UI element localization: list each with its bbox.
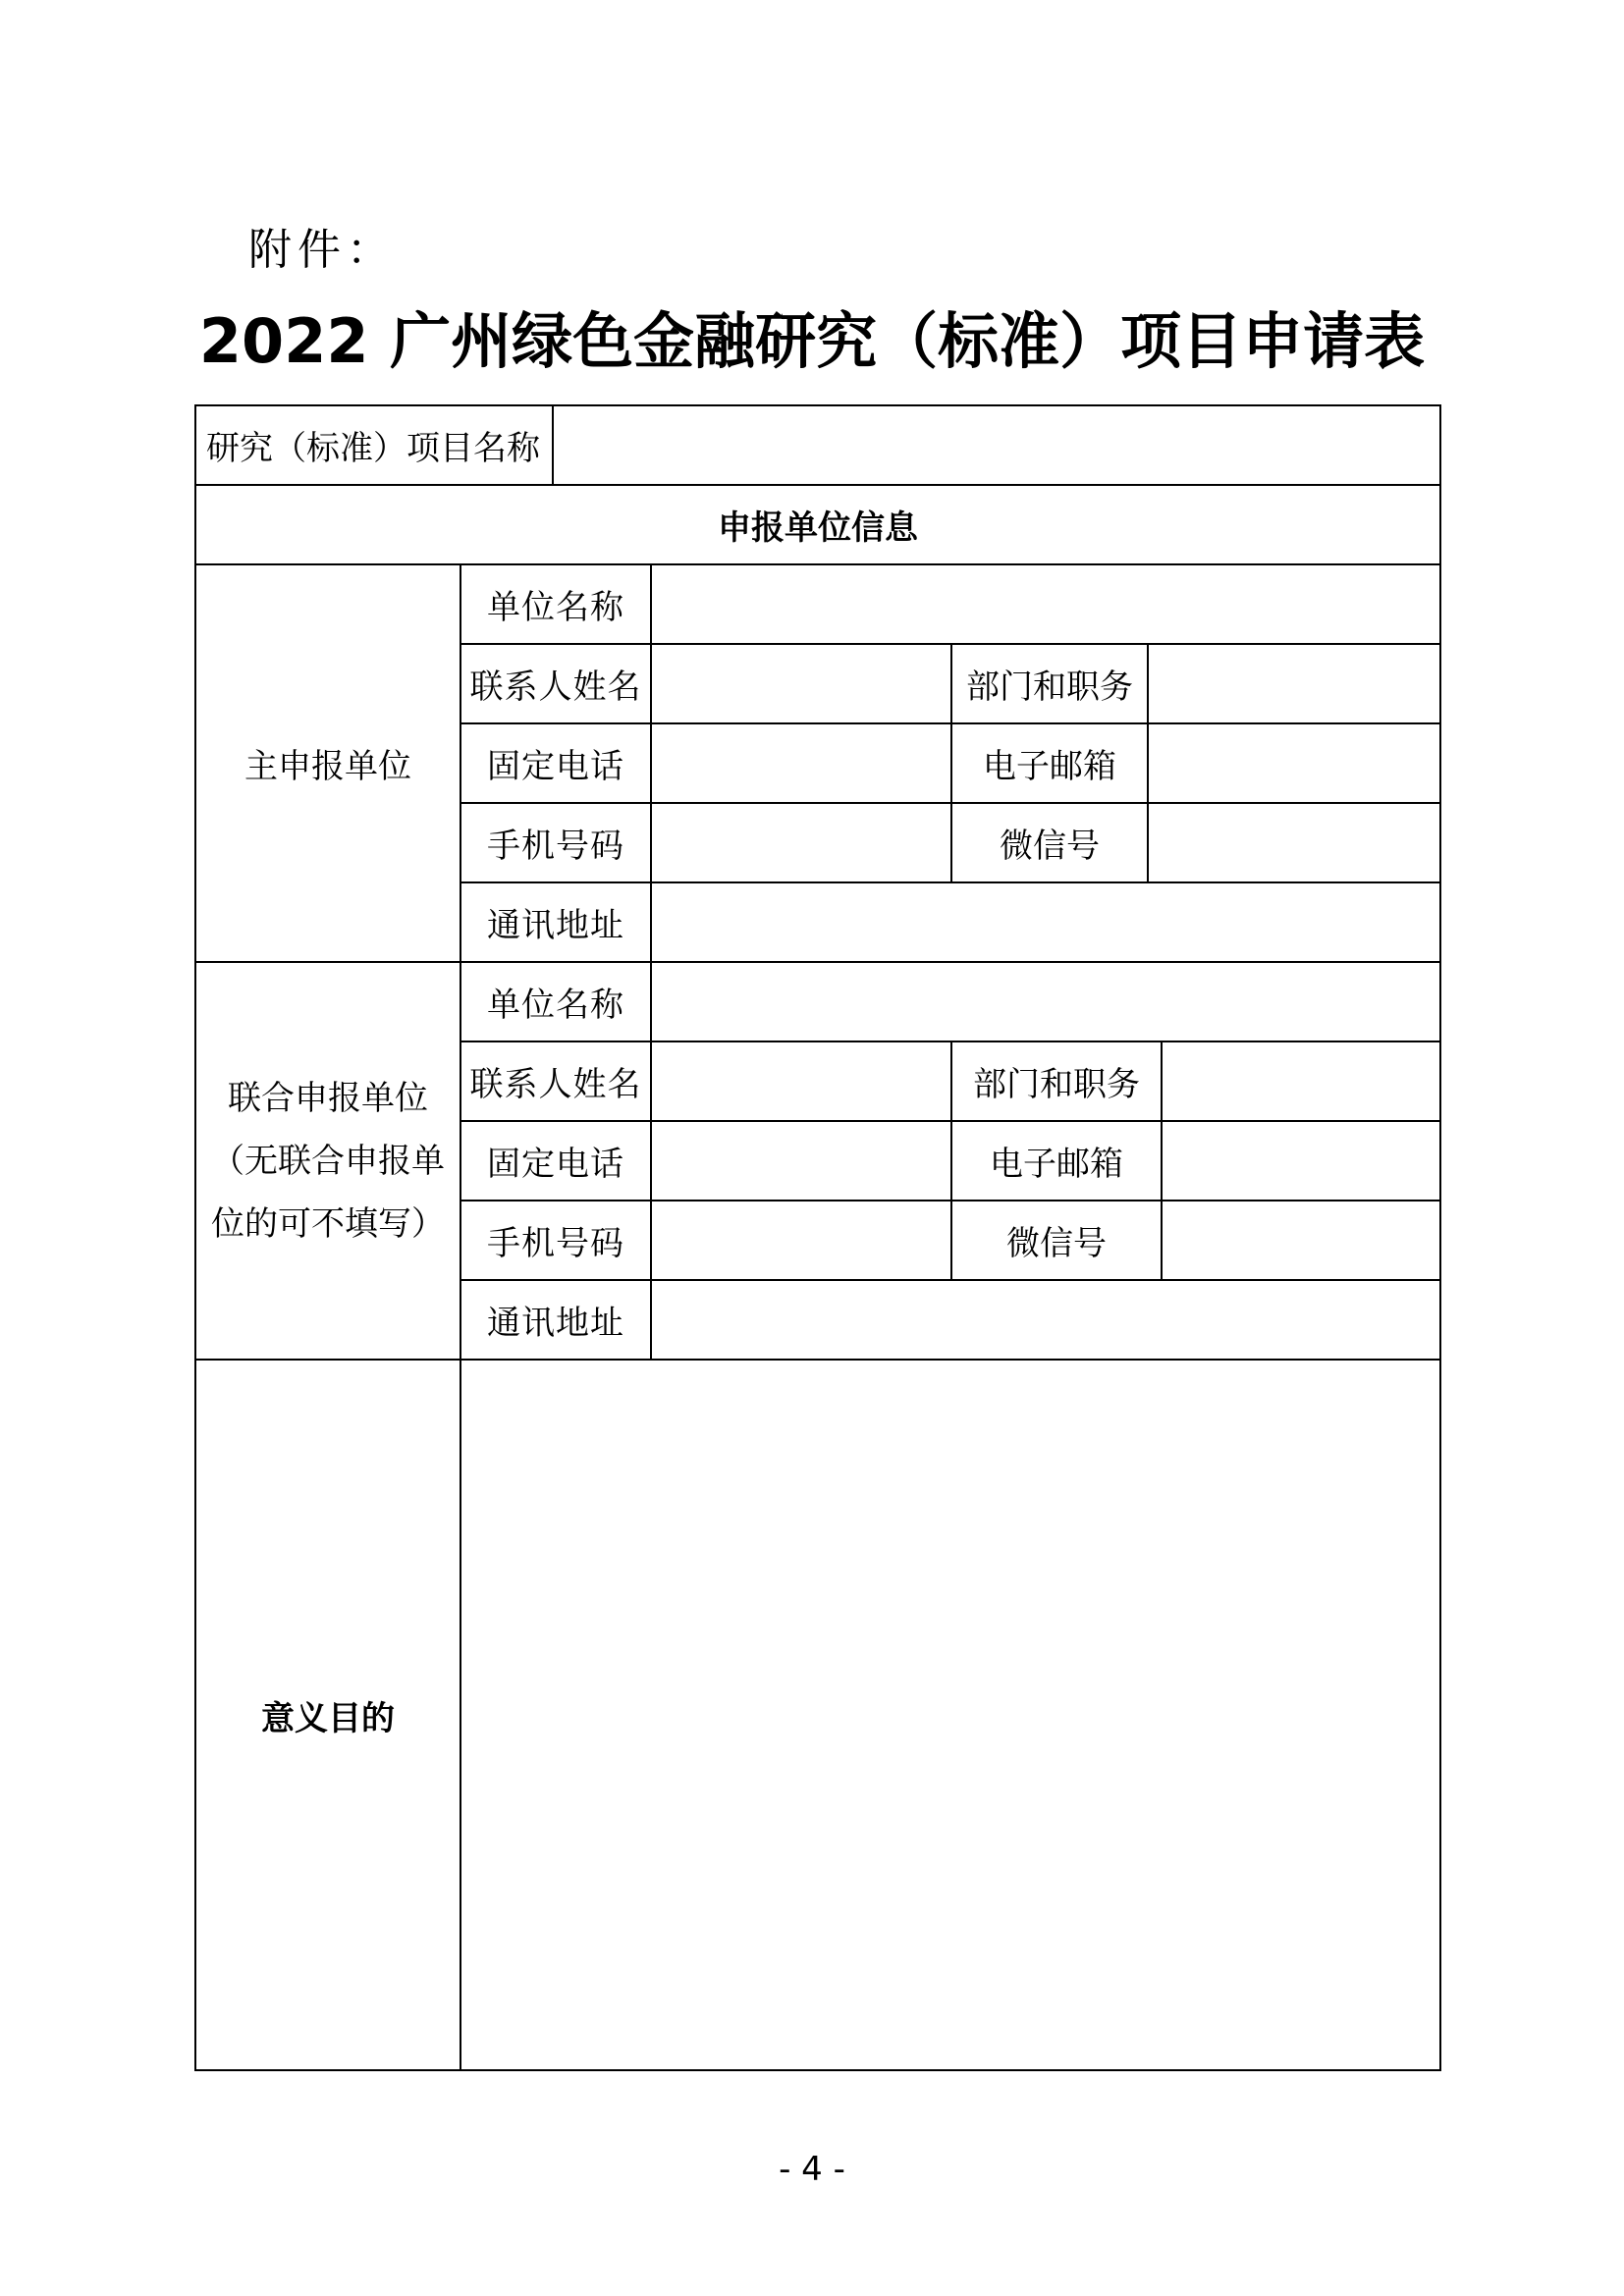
attachment-label: 附件： — [248, 225, 396, 275]
joint-address-label: 通讯地址 — [460, 1280, 651, 1360]
main-email-field[interactable] — [1148, 723, 1440, 803]
purpose-label: 意义目的 — [195, 1360, 460, 2070]
main-contact-name-field[interactable] — [651, 644, 951, 723]
main-email-label: 电子邮箱 — [951, 723, 1148, 803]
section-header: 申报单位信息 — [195, 485, 1440, 564]
main-unit-name-field[interactable] — [651, 564, 1440, 644]
main-mobile-field[interactable] — [651, 803, 951, 882]
joint-unit-name-field[interactable] — [651, 962, 1440, 1041]
main-unit-name-row — [195, 564, 1440, 644]
main-contact-name-label: 联系人姓名 — [460, 644, 651, 723]
joint-email-field[interactable] — [1162, 1121, 1440, 1201]
purpose-field[interactable] — [460, 1360, 1440, 2070]
main-address-label: 通讯地址 — [460, 882, 651, 962]
project-name-field[interactable] — [553, 405, 1440, 485]
main-wechat-label: 微信号 — [951, 803, 1148, 882]
joint-unit-label — [195, 962, 460, 1360]
joint-phone-label: 固定电话 — [460, 1121, 651, 1201]
main-dept-title-label: 部门和职务 — [951, 644, 1148, 723]
joint-unit-label-line3: 位的可不填写） — [211, 1203, 445, 1244]
main-wechat-field[interactable] — [1148, 803, 1440, 882]
main-phone-label: 固定电话 — [460, 723, 651, 803]
joint-unit-label-line1: 联合申报单位 — [228, 1078, 428, 1118]
project-name-label: 研究（标准）项目名称 — [195, 405, 553, 485]
joint-wechat-label: 微信号 — [951, 1201, 1162, 1280]
joint-mobile-field[interactable] — [651, 1201, 951, 1280]
main-mobile-label: 手机号码 — [460, 803, 651, 882]
main-unit-name-label: 单位名称 — [460, 564, 651, 644]
page-title: 2022 广州绿色金融研究（标准）项目申请表 — [198, 305, 1426, 377]
joint-phone-field[interactable] — [651, 1121, 951, 1201]
main-dept-title-field[interactable] — [1148, 644, 1440, 723]
joint-dept-title-label: 部门和职务 — [951, 1041, 1162, 1121]
section-header-row — [195, 485, 1440, 564]
joint-contact-name-field[interactable] — [651, 1041, 951, 1121]
purpose-row — [195, 1360, 1440, 2070]
application-form — [194, 404, 1441, 2071]
joint-wechat-field[interactable] — [1162, 1201, 1440, 1280]
joint-email-label: 电子邮箱 — [951, 1121, 1162, 1201]
joint-address-field[interactable] — [651, 1280, 1440, 1360]
project-name-row — [195, 405, 1440, 485]
main-unit-label: 主申报单位 — [195, 564, 460, 962]
joint-contact-name-label: 联系人姓名 — [460, 1041, 651, 1121]
joint-dept-title-field[interactable] — [1162, 1041, 1440, 1121]
joint-unit-label-line2: （无联合申报单 — [211, 1141, 445, 1181]
page-number: - 4 - — [779, 2150, 845, 2189]
joint-mobile-label: 手机号码 — [460, 1201, 651, 1280]
joint-unit-name-row — [195, 962, 1440, 1041]
main-phone-field[interactable] — [651, 723, 951, 803]
main-address-field[interactable] — [651, 882, 1440, 962]
joint-unit-name-label: 单位名称 — [460, 962, 651, 1041]
